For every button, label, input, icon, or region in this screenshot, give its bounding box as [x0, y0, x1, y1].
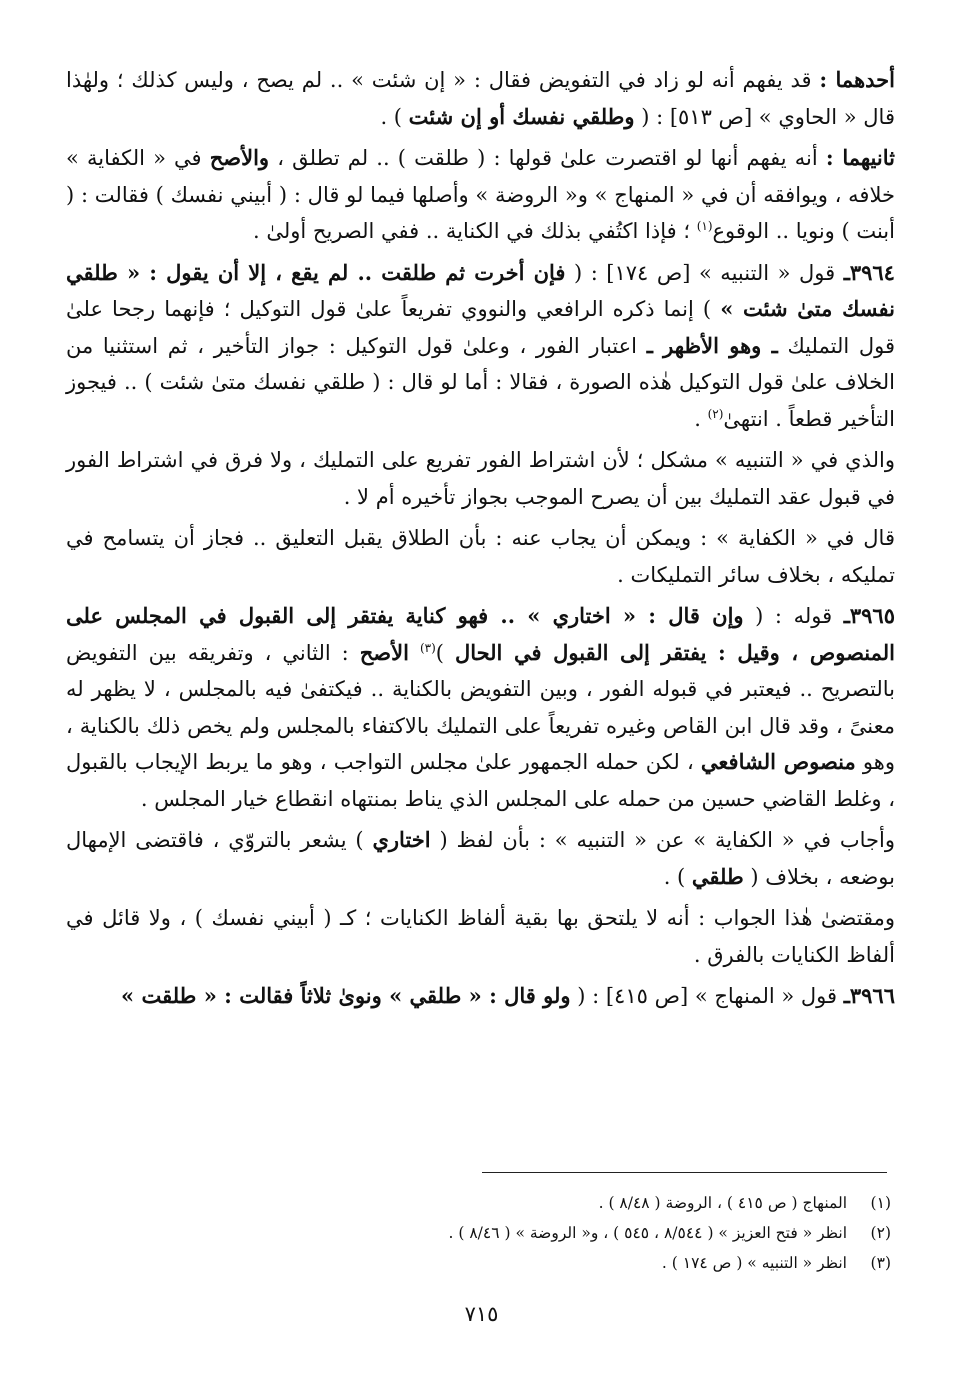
bold-text: طلقي: [691, 863, 744, 889]
paragraph: [66, 978, 895, 1015]
text-run: ) .: [663, 864, 692, 889]
footnote: [66, 1218, 891, 1248]
text-run: : الثاني ، وتفريقه بين التفويض بالتصريح .. فيعتبر في قبوله الفور ، وبين التفويض بالكناية .. فيكتفىٰ فيه بالمجلس ، لا يظهر له معنىً ، وقد قال ابن القاص وغيره تفريعاً على التمليك بالاكتفاء بالمجلس ولم يخص ذلك بالكناية ، وهو: [66, 640, 895, 774]
text-run: اعتبار الفور ، وعلىٰ قول التوكيل : جواز التأخير ، ثم استثنيا من الخلاف علىٰ قول التوكيل هٰذه الصورة ، فقالا : أما لو قال : ( طلقي نفسك متىٰ شئت ) .. فيجوز التأخير قطعاً . انتهىٰ: [66, 333, 895, 431]
text-run: قال في « الكفاية » : ويمكن أن يجاب عنه : بأن الطلاق يقبل التعليق .. فجاز أن يتسامح في تمليكه ، بخلاف سائر التمليكات .: [66, 526, 895, 587]
footnote-marker: (٢): [707, 406, 724, 421]
text-run: ومقتضىٰ هٰذا الجواب : أنه لا يلتحق بها بقية ألفاظ الكنايات ؛ كـ ( أبيني نفسك ) ، ولا قائل في ألفاظ الكنايات بالفرق .: [66, 906, 895, 967]
text-run: .: [694, 406, 708, 431]
text-run: [409, 641, 420, 665]
footnote: [66, 1188, 891, 1218]
footnotes: [66, 1188, 891, 1278]
paragraph: [66, 442, 895, 515]
text-run: قول « المنهاج » [ص ٤١٥] : (: [570, 984, 844, 1008]
bold-text: فإن أخرت ثم طلقت .. لم يقع ، إلا أن يقول : « طلقي نفسك متىٰ شئت »: [66, 259, 895, 321]
text-run: ) .: [380, 104, 409, 129]
bold-text: ولو قال : « طلقي » ونوىٰ ثلاثاً فقالت : « طلقت »: [121, 983, 571, 1008]
text-run: ؛ فإذا اكتُفي بذلك في الكناية .. ففي الصريح أولىٰ .: [253, 219, 697, 243]
paragraph: [66, 255, 895, 438]
paragraph: [66, 900, 895, 973]
bold-text: ـ وهو الأظهر ـ: [646, 332, 778, 358]
paragraph: [66, 598, 895, 817]
text-run: قوله : (: [743, 604, 844, 628]
text-run: ) يشعر بالتروّي ، فاقتضى الإمهال بوضعه ، بخلاف (: [66, 828, 895, 889]
text-run: والذي في « التنبيه » مشكل ؛ لأن اشتراط الفور تفريع على التمليك ، ولا فرق في اشتراط الفور في قبول عقد التمليك بين أن يصرح الموجب بجواز تأخيره أم لا .: [66, 448, 895, 509]
footnote-text: انظر « فتح العزيز » ( ٨/٥٤٤ ، ٥٤٥ ) ، و« الروضة » ( ٨/٤٦ ) .: [448, 1224, 847, 1242]
footnote-text: انظر « التنبيه » ( ص ١٧٤ ) .: [661, 1254, 847, 1272]
footnote-divider: [482, 1172, 887, 1173]
bold-text: منصوص الشافعي: [700, 749, 856, 774]
text-run: ، لكن حمله الجمهور علىٰ مجلس التواجب ، وهو ما يربط الإيجاب بالقبول ، وغلط القاضي حسين من حمله على المجلس الذي يناط بمنتهاه انقطاع خيار المجلس .: [66, 750, 895, 811]
text-run: قد يفهم أنه لو زاد في التفويض فقال : « إن شئت » .. لم يصح ، وليس كذلك ؛ ولهٰذا قال « الحاوي » [ص ٥١٣] : (: [66, 68, 895, 129]
page-number: ٧١٥: [464, 1302, 499, 1326]
bold-text: ثانيهما :: [825, 145, 895, 170]
bold-text: ٣٩٦٤ـ: [843, 259, 895, 285]
paragraph: [66, 822, 895, 895]
footnote-text: المنهاج ( ص ٤١٥ ) ، الروضة ( ٨/٤٨ ) .: [598, 1194, 847, 1212]
footnote: [66, 1248, 891, 1278]
paragraph: [66, 140, 895, 250]
bold-text: وإن قال : « اختاري » .. فهو كناية يفتقر إلى القبول في المجلس على المنصوص ، وقيل : يفتقر إلى القبول في الحال: [66, 603, 895, 665]
text-run: قول « التنبيه » [ص ١٧٤] : (: [565, 260, 844, 285]
text-run: وأجاب في « الكفاية » عن « التنبيه » : بأن لفظ (: [430, 828, 895, 852]
bold-text: اختاري: [372, 827, 431, 852]
text-run: أنه يفهم أنها لو اقتصرت علىٰ قولها : ( طلقت ) .. لم تطلق ،: [269, 146, 826, 170]
bold-text: أحدهما :: [819, 67, 895, 92]
bold-text: ٣٩٦٦ـ: [843, 983, 895, 1008]
text-run: ) إنما ذكره الرافعي والنووي تفريعاً علىٰ قول التوكيل ؛ فإنهما رجحا علىٰ قول التمليك: [66, 297, 895, 358]
text-run: ): [435, 640, 455, 665]
main-text: [66, 62, 895, 1015]
bold-text: ٣٩٦٥ـ: [843, 603, 895, 628]
footnote-marker: (١): [696, 219, 713, 233]
text-run: في « الكفاية » خلافه ، ويوافقه أن في « المنهاج » و« الروضة » وأصلها فيما لو قال : ( أبيني نفسك ) فقالت : ( أبنت ) ونويا .. الوقوع: [66, 146, 895, 243]
paragraph: [66, 520, 895, 593]
footnote-number: (٣): [870, 1254, 891, 1272]
bold-text: وطلقي نفسك أو إن شئت: [408, 103, 635, 129]
footnote-number: (١): [870, 1194, 891, 1212]
bold-text: الأصح: [359, 639, 409, 665]
bold-text: والأصح: [209, 145, 270, 170]
paragraph: [66, 62, 895, 135]
footnote-number: (٢): [870, 1224, 891, 1242]
footnote-marker: (٣): [419, 640, 436, 655]
